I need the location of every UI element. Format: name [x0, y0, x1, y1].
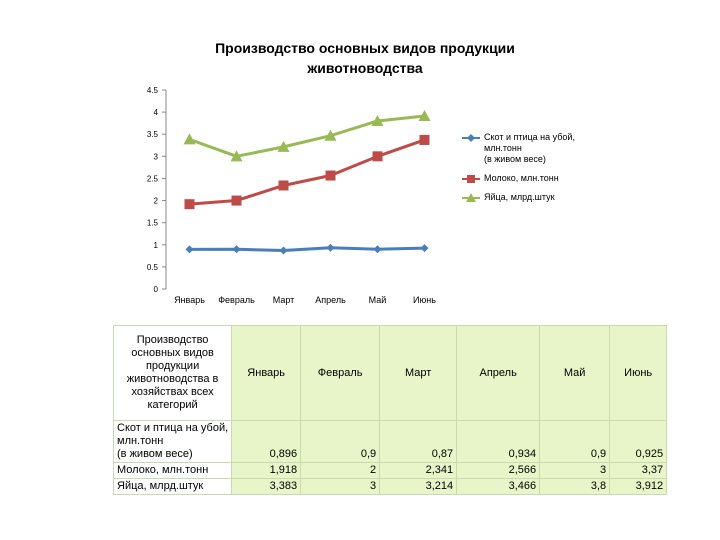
table-cell: 3 [301, 479, 380, 495]
x-tick-label: Июнь [413, 295, 436, 305]
table-row-label-line: (в живом весе) [117, 448, 193, 460]
table-column-header: Январь [232, 326, 301, 421]
x-tick-label: Март [272, 295, 295, 305]
legend-label: Скот и птица на убой, [484, 132, 575, 142]
table-cell: 0,87 [380, 421, 457, 463]
table-corner-line: Производство [136, 334, 209, 346]
y-tick-label: 4 [153, 108, 158, 118]
y-tick-label: 0.5 [146, 262, 158, 272]
x-tick-label: Январь [174, 295, 205, 305]
table-cell: 3,214 [380, 479, 457, 495]
table-cell: 0,934 [457, 421, 540, 463]
table-cell: 3,383 [232, 479, 301, 495]
table-column-header: Июнь [610, 326, 667, 421]
y-tick-label: 3 [153, 152, 158, 162]
x-tick-label: Май [368, 295, 387, 305]
table-row [114, 463, 667, 479]
table-row-label-line: Скот и птица на убой, [117, 422, 229, 434]
series-line-0 [190, 248, 425, 251]
table-cell: 3 [540, 463, 610, 479]
table-row-label [114, 479, 232, 495]
table-cell: 3,466 [457, 479, 540, 495]
table-row-label-line: Яйца, млрд.штук [117, 480, 204, 492]
legend-item [462, 173, 592, 184]
table-corner-line: основных видов [131, 347, 214, 359]
table-column-header: Март [380, 326, 457, 421]
y-tick-label: 0 [153, 285, 158, 294]
legend-marker [462, 174, 480, 184]
data-point [327, 244, 335, 252]
data-point [373, 151, 383, 161]
y-tick-label: 3.5 [146, 130, 158, 140]
table-cell: 3,912 [610, 479, 667, 495]
legend-marker [462, 193, 480, 203]
legend-label: Яйца, млрд.штук [484, 192, 555, 202]
table-cell: 0,9 [540, 421, 610, 463]
table-cell: 0,925 [610, 421, 667, 463]
table-row-label-line: Молоко, млн.тонн [117, 464, 209, 476]
table-row [114, 479, 667, 495]
legend-marker [462, 133, 480, 143]
data-point [185, 199, 195, 209]
table-column-header: Апрель [457, 326, 540, 421]
data-table [113, 325, 667, 495]
table-row-label-line: млн.тонн [117, 435, 164, 447]
table-corner-header [114, 326, 232, 421]
table-cell: 0,896 [232, 421, 301, 463]
table-corner-line: продукции [145, 360, 200, 372]
table-corner-line: категорий [147, 399, 198, 411]
data-point [420, 135, 430, 145]
table-corner-line: животноводства в [126, 373, 219, 385]
y-tick-label: 2 [153, 196, 158, 206]
legend-label: млн.тонн [484, 143, 522, 153]
table-cell: 2,566 [457, 463, 540, 479]
x-tick-label: Апрель [315, 295, 346, 305]
y-tick-label: 1.5 [146, 218, 158, 228]
data-point [186, 245, 194, 253]
table-cell: 3,37 [610, 463, 667, 479]
legend-label: (в живом весе) [484, 154, 546, 164]
series-line-2 [190, 116, 425, 156]
data-point [421, 244, 429, 252]
table-cell: 3,8 [540, 479, 610, 495]
table-corner-line: хозяйствах всех [131, 386, 214, 398]
table-cell: 1,918 [232, 463, 301, 479]
table-row-label [114, 421, 232, 463]
table-column-header: Февраль [301, 326, 380, 421]
legend-item [462, 132, 592, 165]
chart-title-line-2: животноводства [307, 60, 423, 76]
table-cell: 2,341 [380, 463, 457, 479]
data-point [374, 245, 382, 253]
chart-title-line-1: Производство основных видов продукции [215, 40, 515, 56]
y-tick-label: 2.5 [146, 174, 158, 184]
data-point [232, 196, 242, 206]
table-row-label [114, 463, 232, 479]
table-cell: 0,9 [301, 421, 380, 463]
x-tick-label: Февраль [218, 295, 255, 305]
series-line-1 [190, 140, 425, 204]
data-point [233, 245, 241, 253]
legend-label: Молоко, млн.тонн [484, 173, 559, 183]
table-column-header: Май [540, 326, 610, 421]
data-point [184, 133, 196, 144]
chart-legend [462, 132, 592, 211]
table-cell: 2 [301, 463, 380, 479]
data-point [326, 171, 336, 181]
y-tick-label: 4.5 [146, 86, 158, 95]
data-point [280, 247, 288, 255]
table-header-row [114, 326, 667, 421]
legend-item [462, 192, 592, 203]
data-point [279, 180, 289, 190]
table-row [114, 421, 667, 463]
y-tick-label: 1 [153, 240, 158, 250]
